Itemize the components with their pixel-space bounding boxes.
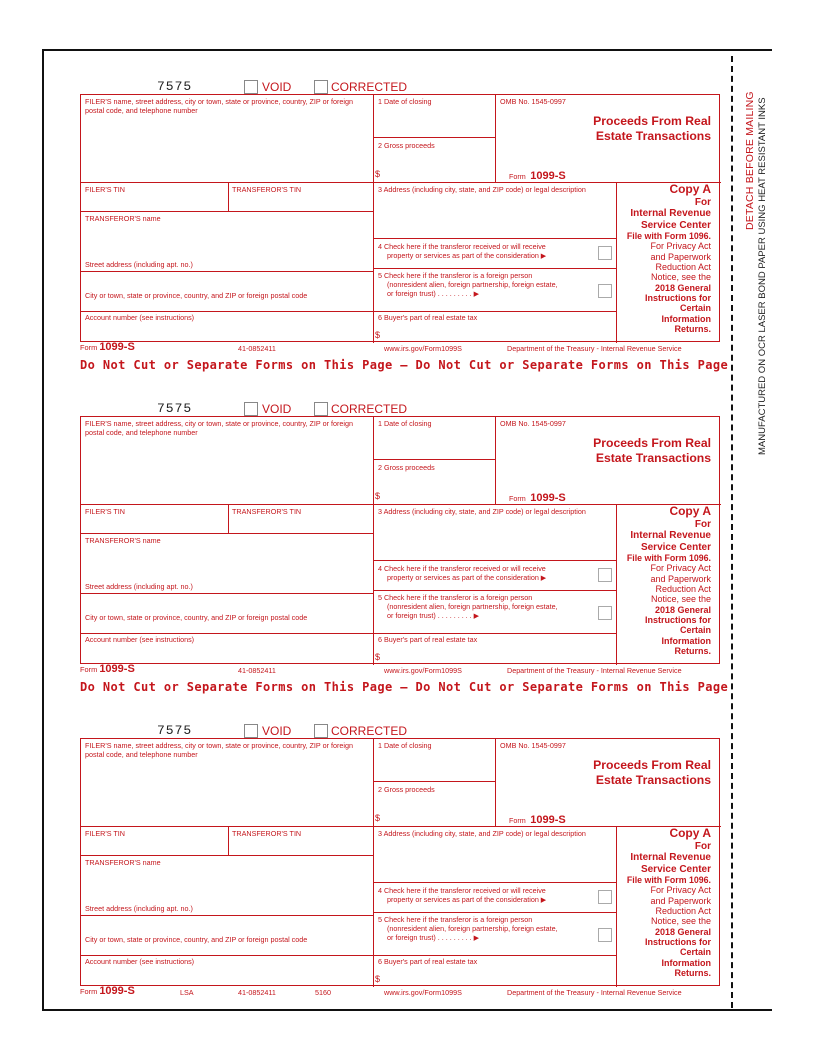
box5-line3: or foreign trust) . . . . . . . . . ▶ [387,611,480,620]
footer-form-prefix: Form [80,665,98,674]
transferor-tin-input[interactable] [230,517,371,532]
footer-form [80,985,135,997]
box3-label: 3 Address (including city, state, and ZIP code) or legal description [378,507,586,516]
form-grid [80,738,720,986]
form-name: 1099-S [530,492,566,504]
account-label: Account number (see instructions) [85,635,195,644]
gross-proceeds-input[interactable] [383,795,493,825]
form-title [593,114,711,145]
footer-form-name: 1099-S [99,663,135,675]
filer-tin-label: FILER'S TIN [85,507,125,516]
box5-checkbox[interactable] [598,928,612,942]
footer-dept: Department of the Treasury - Internal Revenue Service [507,344,682,353]
box5-label [378,915,558,942]
box4-label [378,886,546,904]
filer-label: FILER'S name, street address, city or town, state or province, country, ZIP or foreign postal code, and telephone number [85,97,353,115]
void-checkbox[interactable] [244,724,258,738]
form-id [509,488,566,506]
copy-privacy-5: 2018 General [654,282,711,293]
box3-label: 3 Address (including city, state, and ZIP code) or legal description [378,185,586,194]
box4-line2: property or services as part of the consideration ▶ [387,573,547,582]
copy-privacy-2: and Paperwork [650,895,711,906]
form-1099s-copy [80,723,720,998]
omb-number: OMB No. 1545-0997 [500,741,566,750]
copy-privacy-9: Returns. [674,968,711,979]
form-id [509,166,566,184]
box5-line1: 5 Check here if the transferor is a foreign person [378,915,533,924]
transferor-tin-label: TRANSFEROR'S TIN [232,829,302,838]
footer-form [80,341,135,353]
box2-dollar: $ [375,169,381,179]
footer-id: 41-0852411 [238,666,276,675]
copy-file-with: File with Form 1096. [626,875,711,886]
box4-label [378,242,546,260]
box4-line1: 4 Check here if the transferor received or will receive [378,564,546,573]
city-label: City or town, state or province, country, and ZIP or foreign postal code [85,935,308,944]
form-prefix: Form [509,172,526,181]
box5-checkbox[interactable] [598,284,612,298]
copy-privacy-1: For Privacy Act [650,563,711,574]
copy-privacy-7: Certain [679,625,711,636]
copy-irs-line1: Internal Revenue [630,208,711,220]
box4-line2: property or services as part of the consideration ▶ [387,895,547,904]
copy-irs-line1: Internal Revenue [630,530,711,542]
footer-id: 41-0852411 [238,988,276,997]
filer-input[interactable] [83,117,371,179]
footer-id: 41-0852411 [238,344,276,353]
form-code: 7575 [157,723,193,738]
account-number-input[interactable] [83,645,371,663]
copy-file-with: File with Form 1096. [626,553,711,564]
copy-privacy-9: Returns. [674,646,711,657]
box5-line2: (nonresident alien, foreign partnership, foreign estate, [387,280,558,289]
box4-line2: property or services as part of the consideration ▶ [387,251,547,260]
copy-irs-line2: Service Center [640,863,711,875]
filer-tin-input[interactable] [83,839,226,854]
form-prefix: Form [509,816,526,825]
city-input[interactable] [83,917,371,933]
copy-privacy-9: Returns. [674,324,711,335]
corrected-label: CORRECTED [331,80,408,94]
footer-form-name: 1099-S [99,341,135,353]
copy-privacy-7: Certain [679,303,711,314]
filer-tin-label: FILER'S TIN [85,829,125,838]
transferor-tin-input[interactable] [230,839,371,854]
transferor-tin-label: TRANSFEROR'S TIN [232,507,302,516]
copy-privacy-2: and Paperwork [650,251,711,262]
filer-tin-input[interactable] [83,517,226,532]
footer-dept: Department of the Treasury - Internal Revenue Service [507,666,682,675]
footer-form-name: 1099-S [99,985,135,997]
do-not-cut-warning: Do Not Cut or Separate Forms on This Page — Do Not Cut or Separate Forms on This Page [80,358,729,372]
box6-label: 6 Buyer's part of real estate tax [378,635,478,644]
box4-checkbox[interactable] [598,246,612,260]
copy-privacy-1: For Privacy Act [650,241,711,252]
box2-dollar: $ [375,813,381,823]
copy-privacy-8: Information [661,635,711,646]
omb-number: OMB No. 1545-0997 [500,419,566,428]
copy-privacy-1: For Privacy Act [650,885,711,896]
filer-label: FILER'S name, street address, city or town, state or province, country, ZIP or foreign postal code, and telephone number [85,419,353,437]
footer-cat: 5160 [315,988,331,997]
copy-privacy-6: Instructions for [644,937,711,948]
form-name: 1099-S [530,170,566,182]
gross-proceeds-input[interactable] [383,151,493,181]
filer-label: FILER'S name, street address, city or town, state or province, country, ZIP or foreign postal code, and telephone number [85,741,353,759]
copy-irs-line2: Service Center [640,219,711,231]
form-title [593,758,711,789]
copy-privacy-4: Notice, see the [650,594,711,605]
footer-lsa: LSA [180,988,194,997]
account-label: Account number (see instructions) [85,957,195,966]
copy-a-block [627,505,711,657]
box5-label [378,271,558,298]
form-grid [80,94,720,342]
void-checkbox[interactable] [244,402,258,416]
city-input[interactable] [83,273,371,289]
corrected-checkbox[interactable] [314,402,328,416]
detach-notice: DETACH BEFORE MAILING [744,91,756,230]
box4-checkbox[interactable] [598,568,612,582]
void-label: VOID [262,402,292,416]
title-line2: Estate Transactions [595,129,711,144]
void-checkbox[interactable] [244,80,258,94]
copy-privacy-5: 2018 General [654,604,711,615]
do-not-cut-warning: Do Not Cut or Separate Forms on This Page — Do Not Cut or Separate Forms on This Page [80,680,729,694]
box5-line1: 5 Check here if the transferor is a foreign person [378,271,533,280]
form-prefix: Form [509,494,526,503]
form-title [593,436,711,467]
footer-dept: Department of the Treasury - Internal Revenue Service [507,988,682,997]
box1-label: 1 Date of closing [378,419,432,428]
copy-privacy-6: Instructions for [644,615,711,626]
box5-line1: 5 Check here if the transferor is a foreign person [378,593,533,602]
account-label: Account number (see instructions) [85,313,195,322]
form-id [509,810,566,828]
footer-url: www.irs.gov/Form1099S [384,344,462,353]
corrected-checkbox[interactable] [314,80,328,94]
corrected-label: CORRECTED [331,724,408,738]
property-address-input[interactable] [375,839,615,881]
copy-for: For [694,518,711,530]
footer-form-prefix: Form [80,343,98,352]
copy-for: For [694,840,711,852]
box6-label: 6 Buyer's part of real estate tax [378,313,478,322]
copy-a-block [627,827,711,979]
copy-file-with: File with Form 1096. [626,231,711,242]
transferor-tin-input[interactable] [230,195,371,210]
title-line2: Estate Transactions [595,451,711,466]
footer-url: www.irs.gov/Form1099S [384,988,462,997]
property-address-input[interactable] [375,195,615,237]
copy-title: Copy A [669,826,711,840]
copy-privacy-5: 2018 General [654,926,711,937]
corrected-checkbox[interactable] [314,724,328,738]
footer-url: www.irs.gov/Form1099S [384,666,462,675]
transferor-tin-label: TRANSFEROR'S TIN [232,185,302,194]
box4-label [378,564,546,582]
box4-line1: 4 Check here if the transferor received or will receive [378,886,546,895]
city-input[interactable] [83,595,371,611]
title-line1: Proceeds From Real [593,758,711,772]
manufacture-notice: MANUFACTURED ON OCR LASER BOND PAPER USING HEAT RESISTANT INKS [757,97,768,455]
copy-privacy-7: Certain [679,947,711,958]
transferor-name-label: TRANSFEROR'S name [85,536,161,545]
copy-privacy-6: Instructions for [644,293,711,304]
buyers-tax-input[interactable] [383,967,615,985]
box2-label: 2 Gross proceeds [378,785,435,794]
box5-line3: or foreign trust) . . . . . . . . . ▶ [387,933,480,942]
box5-label [378,593,558,620]
filer-input[interactable] [83,761,371,823]
void-label: VOID [262,80,292,94]
box1-label: 1 Date of closing [378,97,432,106]
city-label: City or town, state or province, country, and ZIP or foreign postal code [85,291,308,300]
property-address-input[interactable] [375,517,615,559]
copy-title: Copy A [669,182,711,196]
form-code: 7575 [157,79,193,94]
date-of-closing-input[interactable] [375,107,493,135]
buyers-tax-input[interactable] [383,323,615,341]
form-name: 1099-S [530,814,566,826]
copy-for: For [694,196,711,208]
box6-dollar: $ [375,974,381,984]
street-label: Street address (including apt. no.) [85,260,193,269]
box6-dollar: $ [375,652,381,662]
copy-irs-line2: Service Center [640,541,711,553]
copy-privacy-8: Information [661,313,711,324]
copy-privacy-3: Reduction Act [655,584,711,595]
box4-checkbox[interactable] [598,890,612,904]
corrected-label: CORRECTED [331,402,408,416]
footer-form [80,663,135,675]
form-grid [80,416,720,664]
date-of-closing-input[interactable] [375,751,493,779]
buyers-tax-input[interactable] [383,645,615,663]
street-label: Street address (including apt. no.) [85,904,193,913]
copy-privacy-4: Notice, see the [650,272,711,283]
copy-irs-line1: Internal Revenue [630,852,711,864]
box5-line2: (nonresident alien, foreign partnership, foreign estate, [387,602,558,611]
footer-form-prefix: Form [80,987,98,996]
copy-privacy-3: Reduction Act [655,262,711,273]
box2-label: 2 Gross proceeds [378,141,435,150]
date-of-closing-input[interactable] [375,429,493,457]
box2-dollar: $ [375,491,381,501]
copy-privacy-2: and Paperwork [650,573,711,584]
filer-tin-input[interactable] [83,195,226,210]
box4-line1: 4 Check here if the transferor received or will receive [378,242,546,251]
title-line1: Proceeds From Real [593,436,711,450]
copy-privacy-4: Notice, see the [650,916,711,927]
street-label: Street address (including apt. no.) [85,582,193,591]
account-number-input[interactable] [83,323,371,341]
transferor-name-label: TRANSFEROR'S name [85,858,161,867]
detach-perforation-line [731,56,733,1008]
box6-dollar: $ [375,330,381,340]
box2-label: 2 Gross proceeds [378,463,435,472]
void-label: VOID [262,724,292,738]
filer-input[interactable] [83,439,371,501]
account-number-input[interactable] [83,967,371,985]
city-label: City or town, state or province, country, and ZIP or foreign postal code [85,613,308,622]
omb-number: OMB No. 1545-0997 [500,97,566,106]
form-code: 7575 [157,401,193,416]
box6-label: 6 Buyer's part of real estate tax [378,957,478,966]
transferor-name-label: TRANSFEROR'S name [85,214,161,223]
form-1099s-copy [80,79,729,372]
form-1099s-copy [80,401,729,694]
filer-tin-label: FILER'S TIN [85,185,125,194]
copy-title: Copy A [669,504,711,518]
box5-line2: (nonresident alien, foreign partnership, foreign estate, [387,924,558,933]
box1-label: 1 Date of closing [378,741,432,750]
title-line2: Estate Transactions [595,773,711,788]
box5-checkbox[interactable] [598,606,612,620]
box3-label: 3 Address (including city, state, and ZIP code) or legal description [378,829,586,838]
box5-line3: or foreign trust) . . . . . . . . . ▶ [387,289,480,298]
copy-a-block [627,183,711,335]
copy-privacy-3: Reduction Act [655,906,711,917]
title-line1: Proceeds From Real [593,114,711,128]
gross-proceeds-input[interactable] [383,473,493,503]
copy-privacy-8: Information [661,957,711,968]
